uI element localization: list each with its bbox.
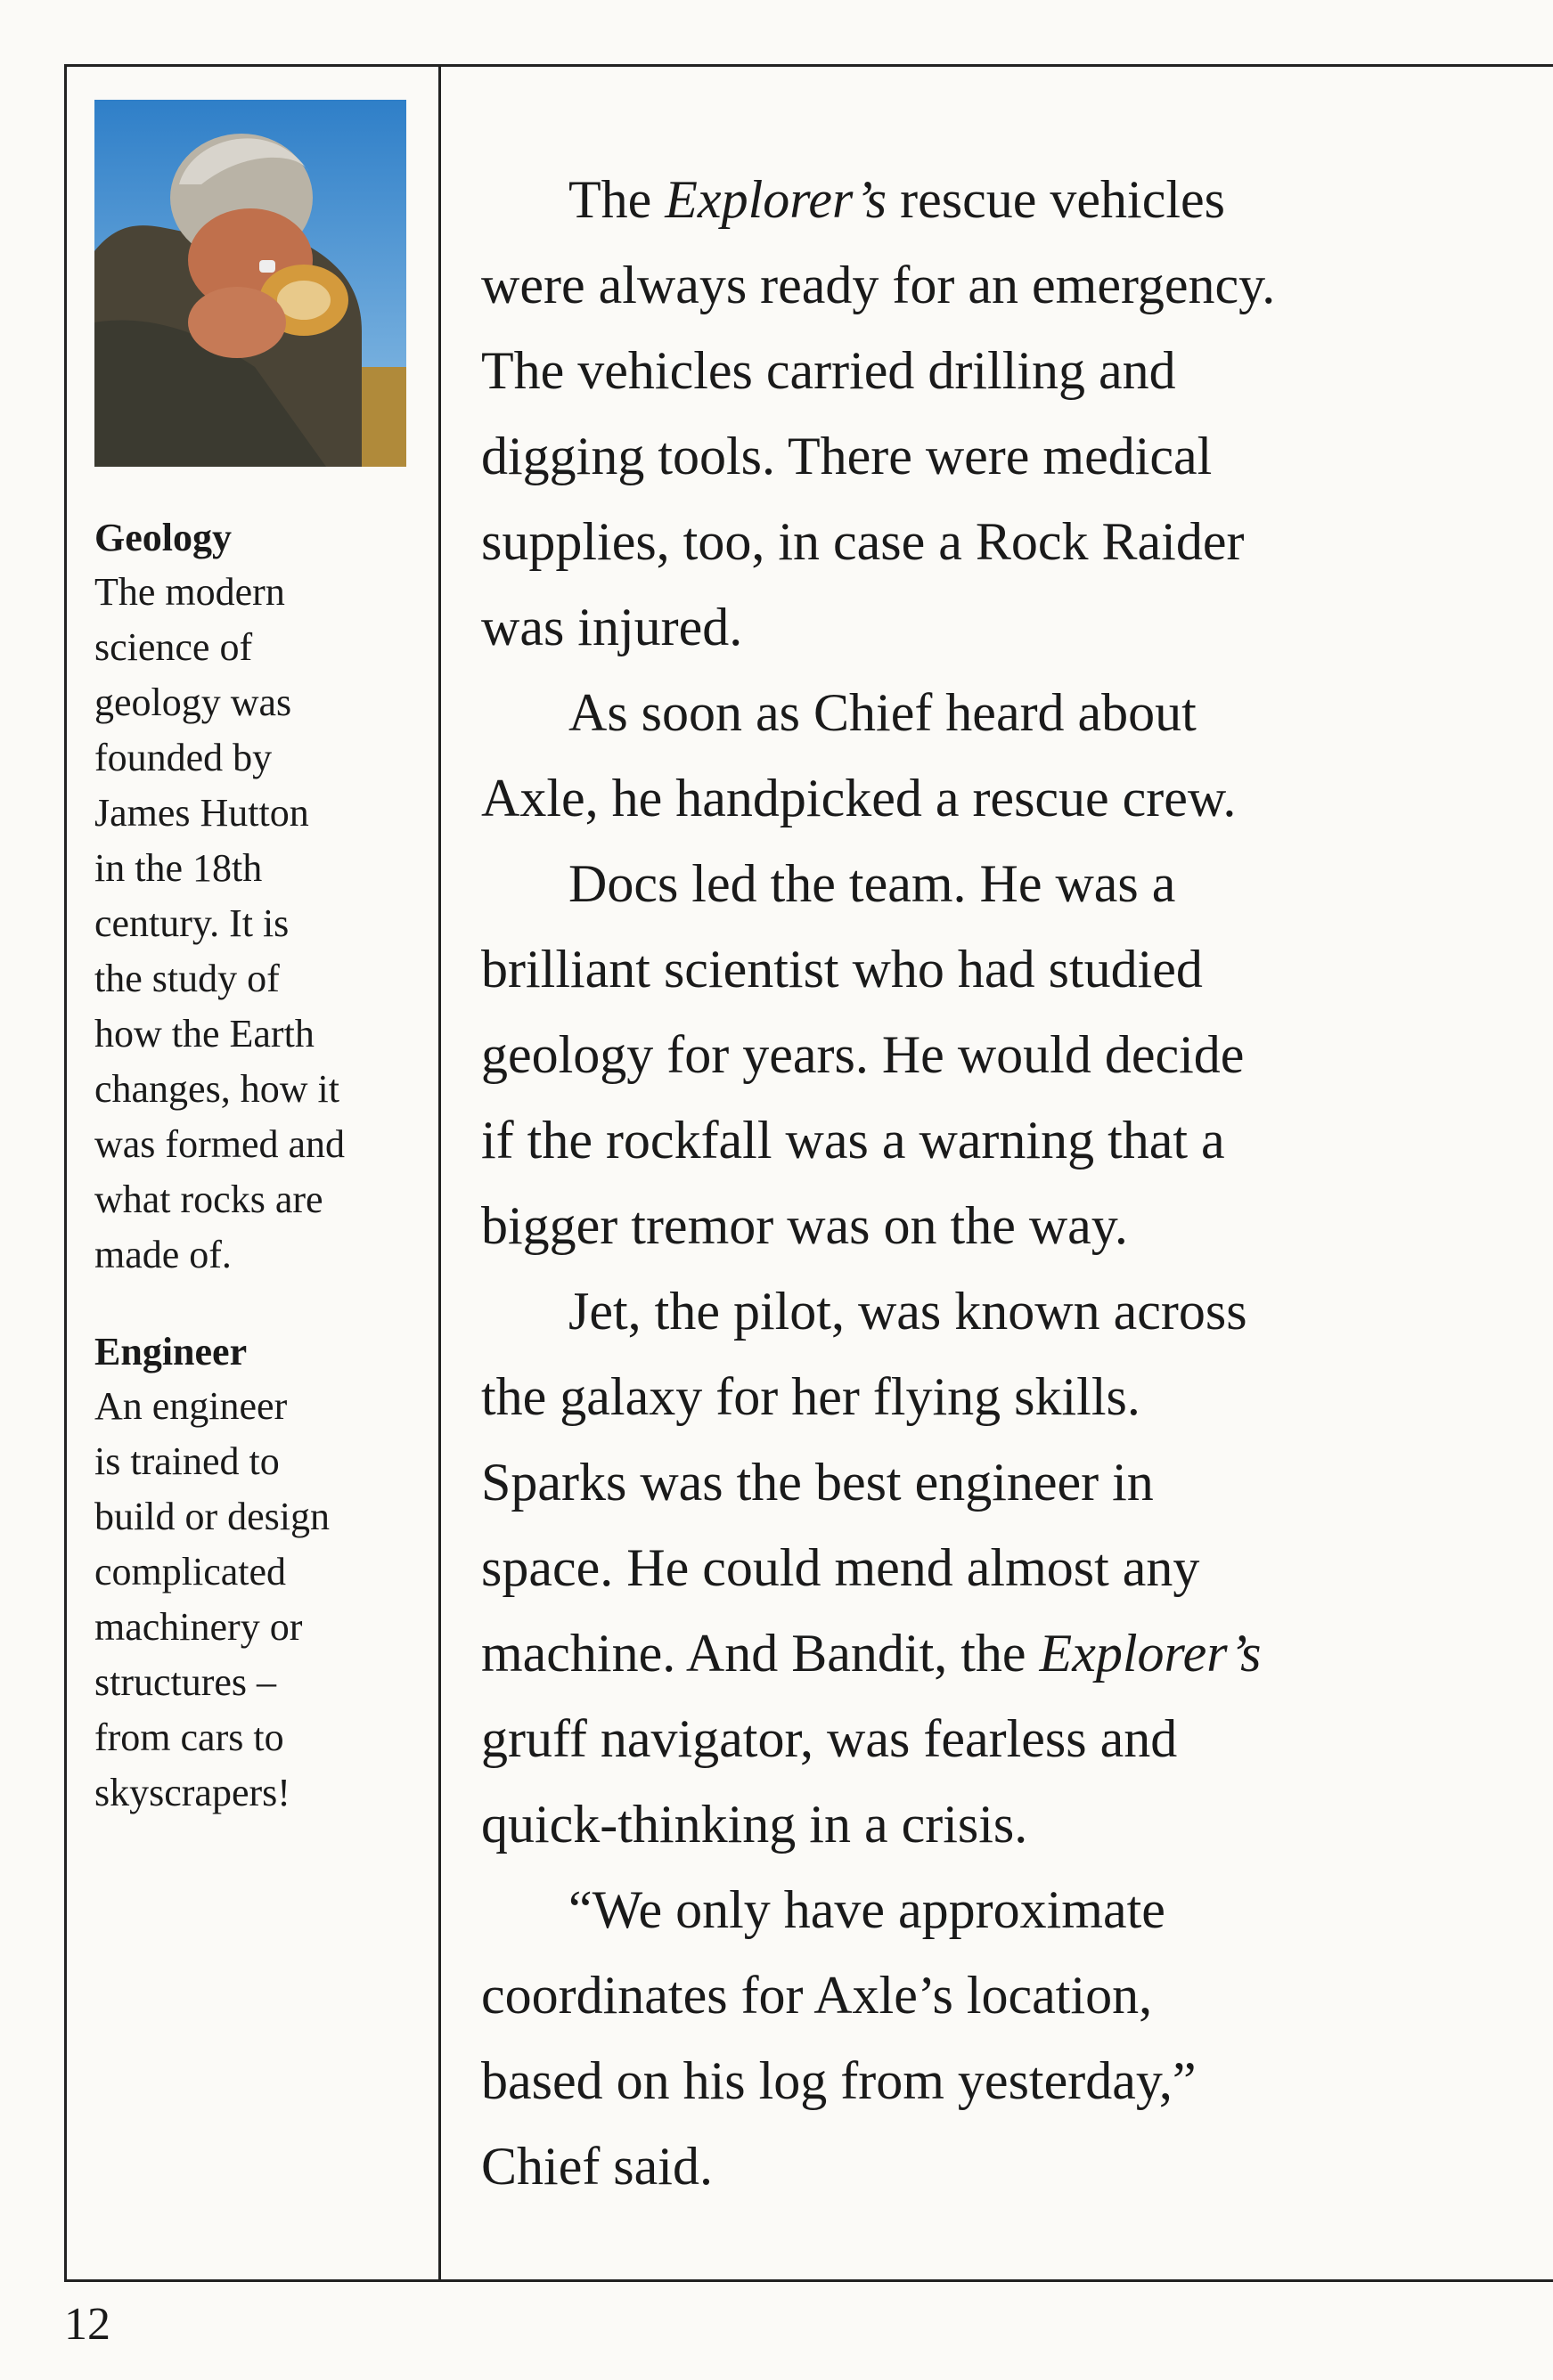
text-line: Axle, he handpicked a rescue crew. [481, 769, 1237, 827]
definition-line: century. It is [94, 901, 290, 945]
glossary-sidebar [94, 100, 424, 1821]
glossary-entry-engineer [94, 1325, 424, 1821]
definition-line: from cars to [94, 1716, 284, 1759]
column-divider [438, 64, 441, 2282]
definition-line: An engineer [94, 1384, 288, 1428]
text-line: Docs led the team. He was a [568, 854, 1176, 913]
glossary-definition [94, 565, 424, 1283]
definition-line: The modern [94, 570, 285, 614]
text-line: brilliant scientist who had studied [481, 940, 1203, 998]
text-line: Sparks was the best engineer in [481, 1453, 1154, 1512]
text-line: coordinates for Axle’s location, [481, 1966, 1153, 2025]
definition-line: founded by [94, 736, 273, 779]
text-line: was injured. [481, 598, 743, 656]
paragraph-5 [481, 1867, 1515, 2209]
text-line: Jet, the pilot, was known across [568, 1282, 1247, 1341]
definition-line: is trained to [94, 1439, 280, 1483]
paragraph-4 [481, 1268, 1515, 1867]
definition-line: the study of [94, 957, 280, 1000]
text-line: geology for years. He would decide [481, 1025, 1245, 1084]
text-line [481, 157, 1515, 242]
text-line: As soon as Chief heard about [568, 683, 1197, 742]
text-line: “We only have approximate [568, 1880, 1165, 1939]
definition-line: build or design [94, 1495, 330, 1538]
text-line: bigger tremor was on the way. [481, 1196, 1128, 1255]
glossary-term: Geology [94, 516, 232, 559]
definition-line: science of [94, 625, 253, 669]
geologist-photo [94, 100, 406, 467]
definition-line: James Hutton [94, 791, 309, 835]
glossary-entry-geology [94, 511, 424, 1283]
text-line: Chief said. [481, 2137, 713, 2196]
ship-name: Explorer’s [665, 170, 887, 229]
definition-line: was formed and [94, 1122, 346, 1166]
definition-line: structures – [94, 1660, 277, 1704]
text-run: The [568, 170, 666, 229]
text-line: if the rockfall was a warning that a [481, 1111, 1225, 1170]
text-line: space. He could mend almost any [481, 1538, 1200, 1597]
story-text [481, 157, 1515, 2209]
definition-line: machinery or [94, 1605, 303, 1649]
text-line: were always ready for an emergency. [481, 256, 1276, 314]
text-line: gruff navigator, was fearless and [481, 1709, 1178, 1768]
definition-line: skyscrapers! [94, 1771, 290, 1814]
text-line: digging tools. There were medical [481, 427, 1213, 485]
text-line: quick-thinking in a crisis. [481, 1795, 1028, 1854]
definition-line: made of. [94, 1233, 232, 1276]
definition-line: in the 18th [94, 846, 263, 890]
paragraph-1 [481, 157, 1515, 670]
definition-line: geology was [94, 681, 292, 724]
definition-line: changes, how it [94, 1067, 339, 1111]
paragraph-3 [481, 841, 1515, 1268]
text-line: based on his log from yesterday,” [481, 2051, 1197, 2110]
glossary-term: Engineer [94, 1330, 248, 1373]
definition-line: how the Earth [94, 1012, 315, 1056]
text-line: the galaxy for her flying skills. [481, 1367, 1140, 1426]
geologist-photo-illustration [94, 100, 406, 467]
text-line: supplies, too, in case a Rock Raider [481, 512, 1245, 571]
text-line [481, 1610, 1515, 1696]
ship-name: Explorer’s [1039, 1624, 1262, 1683]
glossary-definition [94, 1379, 424, 1821]
text-line: The vehicles carried drilling and [481, 341, 1176, 400]
text-run: machine. And Bandit, the [481, 1624, 1040, 1683]
definition-line: complicated [94, 1550, 287, 1593]
paragraph-2 [481, 670, 1515, 841]
definition-line: what rocks are [94, 1178, 323, 1221]
page-number: 12 [64, 2299, 110, 2350]
text-run: rescue vehicles [887, 170, 1225, 229]
